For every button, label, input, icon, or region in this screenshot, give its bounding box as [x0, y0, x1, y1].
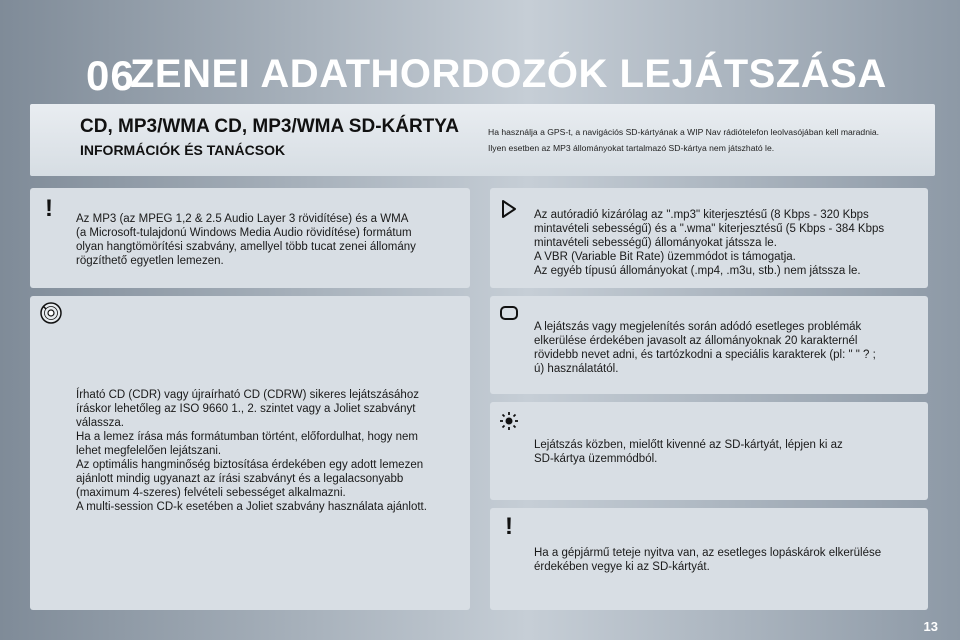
panel-roof-info: [490, 508, 928, 610]
mp3-info-text: Az MP3 (az MPEG 1,2 & 2.5 Audio Layer 3 rövidítése) és a WMA (a Microsoft-tulajdonú Windows Media Audio rövidítése) formátum olyan hangtömörítési szabvány, amellyel több tucat zenei állomány rögzíthető egyetlen lemezen.: [76, 213, 416, 267]
cd-icon: [38, 300, 64, 326]
sd-info-text: Lejátszás közben, mielőtt kivenné az SD-kártyát, lépjen ki az SD-kártya üzemmódból.: [534, 439, 843, 465]
panel-formats-info: [490, 188, 928, 288]
play-icon: [496, 196, 522, 222]
gps-note: Ha használja a GPS-t, a navigációs SD-kártyának a WIP Nav rádiótelefon leolvasójában kell maradnia. Ilyen esetben az MP3 állományokat tartalmazó SD-kártya nem játszható le.: [488, 127, 880, 153]
formats-info-text: Az autóradió kizárólag az ".mp3" kiterjesztésű (8 Kbps - 320 Kbps mintavételi sebességű) és a ".wma" kiterjesztésű (5 Kbps - 384 Kbps mintavételi sebességű) állományokat játssza le. A VBR (Variable Bit Rate) üzemmódot is támogatja. Az egyéb típusú állományokat (.mp4, .m3u, stb.) nem játssza le.: [534, 209, 885, 277]
naming-info-text: A lejátszás vagy megjelenítés során adódó esetleges problémák elkerülése érdekében javasolt az állományoknak 20 karakternél rövidebb nevet adni, és tartózkodni a speciális karakterek (pl: " " ? ; ú) használatától.: [534, 321, 876, 375]
light-icon: [496, 408, 522, 434]
section-title: CD, MP3/WMA CD, MP3/WMA SD-KÁRTYA: [80, 116, 459, 137]
exclamation-icon: !: [45, 195, 53, 222]
cdr-info-text: Írható CD (CDR) vagy újraírható CD (CDRW) sikeres lejátszásához íráskor lehetőleg az ISO 9660 1., 2. szintet vagy a Joliet szabványt válassza. Ha a lemez írása más formátumban történt, előfordulhat, hogy nem lehet megfelelően lejátszani. Az optimális hangminőség biztosítása érdekében egy adott lemezen ajánlott mindig ugyanazt az írási szabványt és a legalacsonyabb (maximum 4-szeres) felvételi sebességet alkalmazni. A multi-session CD-k esetében a Joliet szabvány használata ajánlott.: [76, 389, 427, 513]
rounded-square-icon: [496, 300, 522, 326]
panel-naming-info: [490, 296, 928, 394]
page-number: 13: [923, 619, 938, 634]
section-subtitle: INFORMÁCIÓK ÉS TANÁCSOK: [80, 142, 286, 158]
chapter-title: ZENEI ADATHORDOZÓK LEJÁTSZÁSA: [130, 52, 887, 96]
roof-info-text: Ha a gépjármű teteje nyitva van, az esetleges lopáskárok elkerülése érdekében vegye ki az SD-kártyát.: [534, 547, 882, 573]
panel-mp3-info: [30, 188, 470, 288]
panel-sd-info: [490, 402, 928, 500]
chapter-number: 06: [86, 52, 135, 99]
panel-cdr-info: [30, 296, 470, 610]
exclamation-icon: !: [505, 513, 513, 540]
